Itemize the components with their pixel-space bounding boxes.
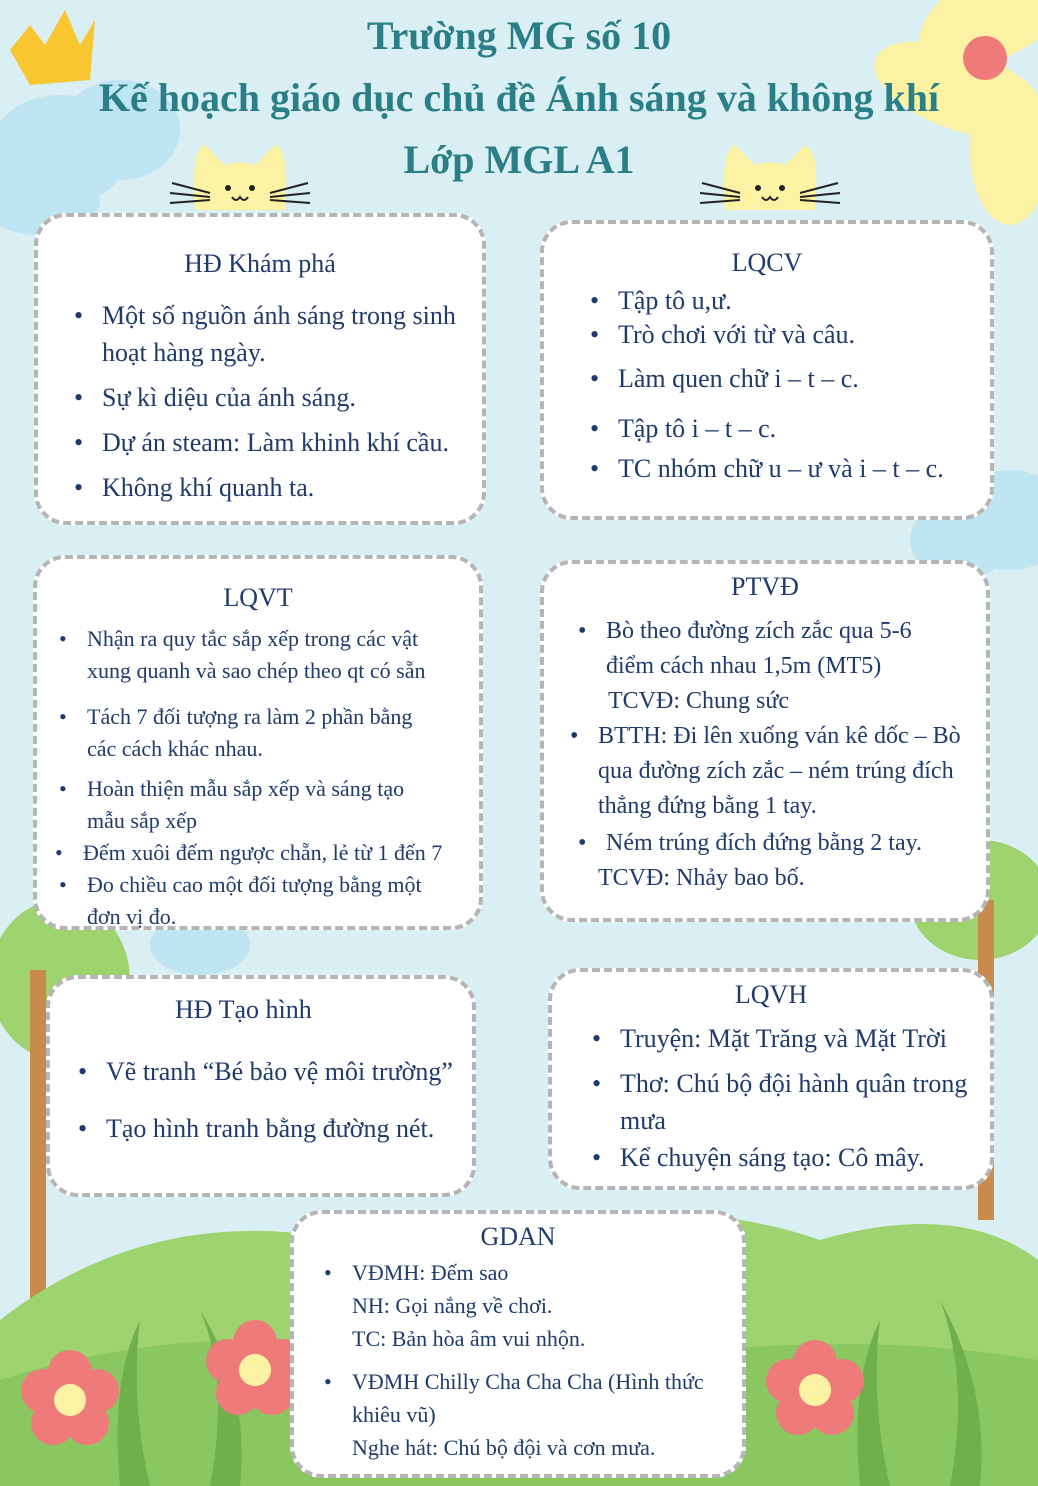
card-list [37,623,479,933]
list-item [598,826,986,896]
list-item [352,1365,742,1464]
class-title: Lớp MGL A1 [403,137,635,182]
list-item [87,869,479,933]
list-item [606,614,986,719]
list-item [102,469,482,506]
list-item-line: thẳng đứng bằng 1 tay. [598,793,817,819]
list-item-line: • Vẽ tranh “Bé bảo vệ môi trường” [106,1057,453,1086]
list-item [106,1110,472,1147]
list-item-line: • Ném trúng đích đứng bằng 2 tay. [606,830,923,856]
list-item-line: • Một số nguồn ánh sáng trong sinh [102,301,456,330]
list-item [598,719,986,824]
list-item [620,1139,990,1176]
list-item [87,773,479,837]
card-list [38,297,482,506]
list-item [618,412,990,446]
card-lqcv [540,220,994,520]
card-title: LQVH [734,980,808,1009]
list-item-line: • Bò theo đường zích zắc qua 5-6 [606,618,912,644]
list-item-line: • Dự án steam: Làm khinh khí cầu. [102,428,449,457]
card-list [552,1020,990,1176]
plan-title: Kế hoạch giáo dục chủ đề Ánh sáng và không khí [98,75,940,120]
list-item-line: TCVĐ: Chung sức [608,688,790,714]
list-item-line: • VĐMH Chilly Cha Cha Cha (Hình thức [352,1369,704,1394]
card-kham-pha [34,213,486,525]
card-ptvd [540,560,990,922]
list-item [102,424,482,461]
list-item [106,1053,472,1090]
list-item [620,1020,990,1057]
list-item-line: Nghe hát: Chú bộ đội và cơn mưa. [352,1435,656,1460]
school-title: Trường MG số 10 [366,13,672,58]
list-item-line: điểm cách nhau 1,5m (MT5) [606,653,882,679]
list-item-line: TCVĐ: Nhảy bao bố. [598,865,805,891]
card-title: GDAN [480,1222,556,1251]
list-item-line: TC: Bản hòa âm vui nhộn. [352,1326,586,1351]
card-title: PTVĐ [731,572,799,601]
list-item [618,284,990,318]
list-item-line: • Tập tô i – t – c. [618,414,777,443]
list-item-line: các cách khác nhau. [87,736,263,761]
list-item-line: mẫu sắp xếp [87,808,197,833]
list-item-line: • Làm quen chữ i – t – c. [618,364,859,393]
list-item-line: • Tập tô u,ư. [618,286,732,315]
list-item [102,379,482,416]
list-item [618,318,990,352]
card-list [50,1053,472,1147]
list-item-line: đơn vị đo. [87,904,177,929]
list-item-line: mưa [620,1106,666,1135]
list-item [102,297,482,371]
list-item-line: • TC nhóm chữ u – ư và i – t – c. [618,454,944,483]
card-list [544,284,990,486]
card-title: HĐ Tạo hình [175,995,312,1024]
card-lqvh [548,968,994,1190]
list-item-line: • Thơ: Chú bộ đội hành quân trong [620,1069,968,1098]
list-item-line: • Hoàn thiện mẫu sắp xếp và sáng tạo [87,776,405,801]
card-gdan [290,1210,746,1478]
list-item-line: khiêu vũ) [352,1402,436,1427]
card-title: HĐ Khám phá [184,249,336,278]
card-list [294,1256,742,1464]
list-item [87,701,479,765]
list-item [87,623,479,687]
list-item [618,362,990,396]
list-item [83,837,479,869]
list-item-line: NH: Gọi nắng về chơi. [352,1293,553,1318]
list-item-line: • Sự kì diệu của ánh sáng. [102,383,356,412]
card-tao-hinh [46,975,476,1197]
list-item-line: • VĐMH: Đếm sao [352,1260,509,1285]
card-lqvt [33,555,483,930]
list-item-line: • Kể chuyện sáng tạo: Cô mây. [620,1143,925,1172]
list-item-line: hoạt hàng ngày. [102,338,266,367]
list-item-line: • Đếm xuôi đếm ngược chẵn, lẻ từ 1 đến 7 [83,840,443,865]
list-item [352,1256,742,1355]
card-list [544,614,986,896]
list-item-line: • Đo chiều cao một đối tượng bằng một [87,872,422,897]
list-item [618,452,990,486]
list-item [620,1065,990,1139]
list-item-line: qua đường zích zắc – ném trúng đích [598,758,954,784]
list-item-line: • Tách 7 đối tượng ra làm 2 phần bằng [87,704,413,729]
list-item-line: xung quanh và sao chép theo qt có sẵn [87,658,426,683]
list-item-line: • BTTH: Đi lên xuống ván kê dốc – Bò [598,723,961,749]
card-title: LQCV [731,248,803,277]
list-item-line: • Trò chơi với từ và câu. [618,320,856,349]
card-title: LQVT [223,583,293,612]
list-item-line: • Tạo hình tranh bằng đường nét. [106,1114,435,1143]
list-item-line: • Truyện: Mặt Trăng và Mặt Trời [620,1024,948,1053]
list-item-line: • Không khí quanh ta. [102,473,315,502]
list-item-line: • Nhận ra quy tắc sắp xếp trong các vật [87,626,419,651]
